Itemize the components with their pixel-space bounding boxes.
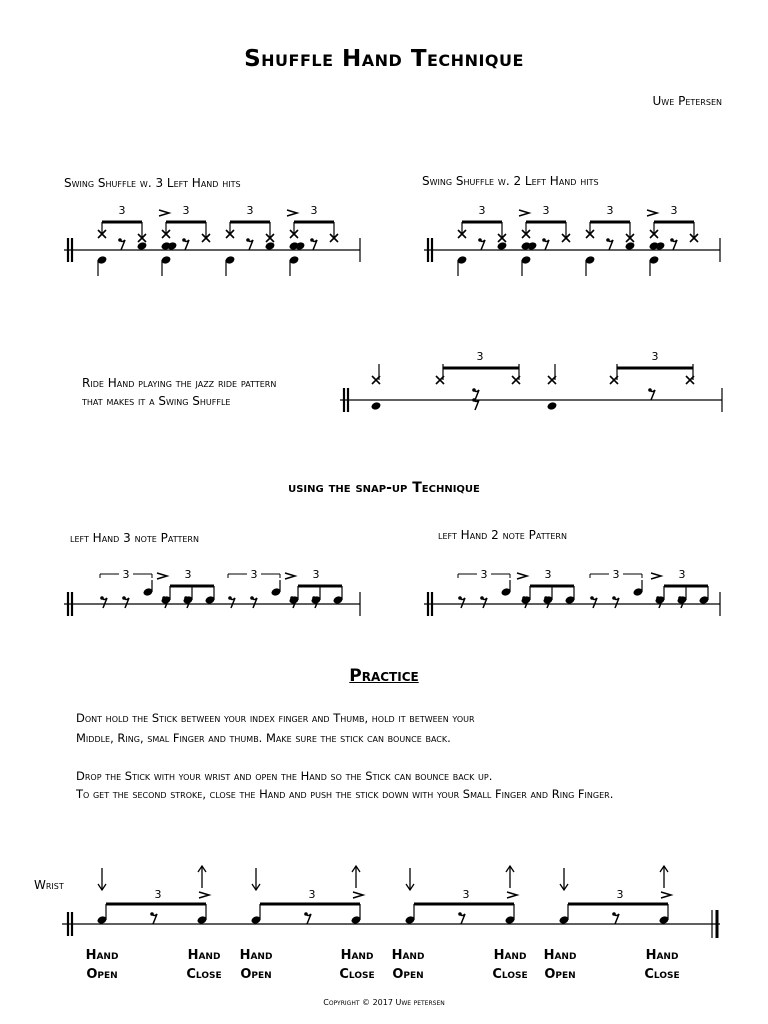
eighth-rest-dot [612,912,616,916]
beam [294,221,334,224]
ride-caption-line2: that makes it a Swing Shuffle [82,394,231,408]
wrist-label: Wrist [34,878,64,892]
accent-mark [159,210,169,216]
hand-label: Hand Close [644,948,680,982]
triplet-number: 3 [246,204,254,217]
beam [530,585,574,588]
beam [443,367,519,370]
triplet-number: 3 [122,568,130,581]
beam [664,585,708,588]
accent-mark [519,210,529,216]
eighth-rest-dot [612,596,616,600]
beam [617,367,693,370]
hand-label: Hand Open [391,948,425,982]
eighth-rest-dot [472,398,476,402]
beam [526,221,566,224]
eighth-rest-dot [246,238,250,242]
page-title: Shuffle Hand Technique [244,46,524,72]
hand-label: Hand Open [543,948,577,982]
practice-heading: Practice [349,666,419,686]
triplet-number: 3 [616,888,624,901]
eighth-rest-dot [472,388,476,392]
paragraph1-line2: Middle, Ring, smal Finger and thumb. Make sure the stick can bounce back. [76,731,451,745]
triplet-number: 3 [612,568,620,581]
triplet-number: 3 [184,568,192,581]
paragraph2-line1: Drop the Stick with your wrist and open the Hand so the Stick can bounce back up. [76,769,493,783]
triplet-number: 3 [476,350,484,363]
eighth-rest-dot [458,596,462,600]
note-head [265,241,276,251]
accent-mark [517,573,527,579]
accent-mark [353,892,363,898]
eighth-rest-dot [228,596,232,600]
accent-mark [285,573,295,579]
ride-caption-line1: Ride Hand playing the jazz ride pattern [82,376,277,390]
accent-mark [647,210,657,216]
eighth-rest-dot [542,238,546,242]
note-head [497,241,508,251]
beam [590,221,630,224]
hand-label: Hand Close [186,948,222,982]
triplet-number: 3 [310,204,318,217]
eighth-rest-dot [478,238,482,242]
triplet-number: 3 [308,888,316,901]
triplet-number: 3 [118,204,126,217]
beam [298,585,342,588]
eighth-rest-dot [458,912,462,916]
triplet-number: 3 [480,568,488,581]
beam [654,221,694,224]
eighth-rest-dot [182,238,186,242]
swing-shuffle-2-label: Swing Shuffle w. 2 Left Hand hits [422,174,599,188]
eighth-rest-dot [250,596,254,600]
eighth-rest-dot [304,912,308,916]
beam [414,903,514,906]
triplet-number: 3 [182,204,190,217]
eighth-rest-dot [648,388,652,392]
triplet-number: 3 [250,568,258,581]
triplet-number: 3 [154,888,162,901]
accent-mark [157,573,167,579]
eighth-rest-dot [590,596,594,600]
hand-label: Hand Open [85,948,119,982]
author-name: Uwe Petersen [652,94,722,108]
beam [230,221,270,224]
accent-mark [661,892,671,898]
triplet-number: 3 [651,350,659,363]
snap-up-heading: using the snap-up Technique [288,480,480,496]
eighth-rest-dot [150,912,154,916]
eighth-rest-dot [310,238,314,242]
left-hand-3-label: left Hand 3 note Pattern [70,531,199,545]
accent-mark [199,892,209,898]
left-hand-2-label: left Hand 2 note Pattern [438,528,567,542]
triplet-number: 3 [670,204,678,217]
accent-mark [287,210,297,216]
eighth-rest-dot [100,596,104,600]
paragraph1-line1: Dont hold the Stick between your index finger and Thumb, hold it between your [76,711,475,725]
note-head [137,241,148,251]
triplet-number: 3 [478,204,486,217]
note-head [547,401,558,411]
triplet-number: 3 [678,568,686,581]
eighth-rest-dot [122,596,126,600]
beam [170,585,214,588]
paragraph2-line2: To get the second stroke, close the Hand and push the stick down with your Small Finger and Ring Finger. [76,787,614,801]
note-head [625,241,636,251]
copyright-notice: Copyright © 2017 Uwe petersen [323,998,445,1007]
beam [568,903,668,906]
note-head [371,401,382,411]
triplet-number: 3 [544,568,552,581]
eighth-rest-dot [606,238,610,242]
eighth-rest-dot [670,238,674,242]
accent-mark [507,892,517,898]
beam [260,903,360,906]
beam [166,221,206,224]
accent-mark [651,573,661,579]
hand-label: Hand Open [239,948,273,982]
triplet-number: 3 [542,204,550,217]
hand-label: Hand Close [492,948,528,982]
triplet-number: 3 [462,888,470,901]
eighth-rest-dot [118,238,122,242]
triplet-number: 3 [606,204,614,217]
eighth-rest-dot [480,596,484,600]
swing-shuffle-3-label: Swing Shuffle w. 3 Left Hand hits [64,176,241,190]
hand-label: Hand Close [339,948,375,982]
beam [102,221,142,224]
beam [462,221,502,224]
beam [106,903,206,906]
triplet-number: 3 [312,568,320,581]
